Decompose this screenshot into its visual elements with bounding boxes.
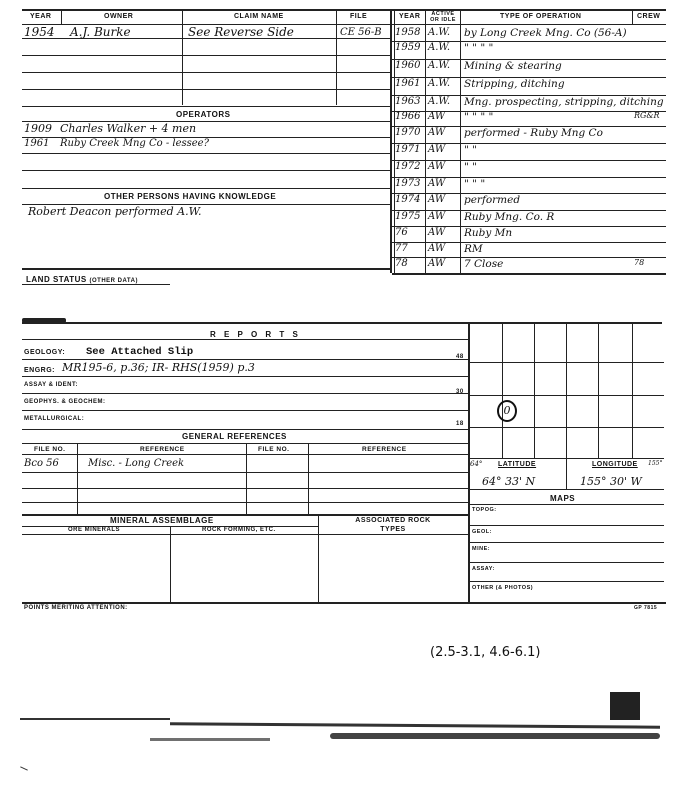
grid-line [566, 322, 567, 458]
grid-line [534, 322, 535, 458]
ref-file-no: Bco 56 [24, 458, 59, 469]
log-status: A.W. [428, 96, 451, 107]
metallurgical-label: METALLURGICAL: [24, 416, 85, 422]
log-status: AW [428, 144, 446, 155]
other-photos-label: OTHER (& PHOTOS) [472, 585, 534, 591]
longitude-value: 155° 30' W [580, 475, 642, 488]
ore-minerals-header: ORE MINERALS [68, 527, 121, 533]
ref-reference-header: REFERENCE [140, 446, 185, 453]
mine-label: MINE: [472, 546, 491, 552]
operator-year: 1909 [24, 122, 52, 135]
scale-mark: 30 [456, 389, 464, 395]
col-operation-header: TYPE OF OPERATION [500, 13, 582, 20]
land-status-label: LAND STATUS (OTHER DATA) [26, 275, 138, 284]
reports-title: R E P O R T S [210, 330, 301, 339]
scan-streak [170, 722, 660, 728]
form-number: GP 7815 [634, 605, 658, 611]
rock-forming-header: ROCK FORMING, ETC. [202, 527, 276, 533]
engrg-label: ENGRG: [24, 367, 55, 374]
latitude-label: LATITUDE [498, 461, 537, 468]
log-status: A.W. [428, 60, 451, 71]
col-file-header: FILE [350, 13, 368, 20]
ref-file-no-header: FILE NO. [34, 446, 66, 453]
knowledge-title: OTHER PERSONS HAVING KNOWLEDGE [104, 192, 277, 201]
log-year: 1966 [395, 111, 421, 122]
log-status: AW [428, 127, 446, 138]
log-year: 78 [395, 258, 408, 269]
mineral-assemblage-title: MINERAL ASSEMBLAGE [110, 516, 214, 525]
assay-label: ASSAY & IDENT: [24, 382, 79, 388]
operator-year: 1961 [24, 138, 50, 149]
log-year: 1975 [395, 211, 421, 222]
scan-speck [20, 766, 28, 770]
scan-streak [20, 718, 170, 720]
log-status: AW [428, 243, 446, 254]
lat-prefix: 64° [470, 460, 483, 468]
log-crew: RG&R [634, 111, 660, 120]
claim-owner: A.J. Burke [70, 25, 131, 39]
claim-file: CE 56-B [340, 27, 382, 38]
grid-line [468, 395, 664, 396]
log-status: A.W. [428, 42, 451, 53]
scale-mark: 48 [456, 354, 464, 360]
log-operation: " " " [464, 178, 486, 190]
engrg-value: MR195-6, p.36; IR- RHS(1959) p.3 [62, 361, 255, 374]
grid-line [598, 322, 599, 458]
general-references-title: GENERAL REFERENCES [182, 432, 287, 441]
log-year: 1971 [395, 144, 421, 155]
log-year: 1970 [395, 127, 421, 138]
grid-location-mark: 0 [497, 400, 517, 422]
scan-streak [330, 733, 660, 739]
geol-label: GEOL: [472, 529, 492, 535]
log-operation: " " [464, 161, 477, 173]
scan-streak [150, 738, 270, 741]
ref-reference: Misc. - Long Creek [88, 458, 185, 469]
points-meriting-attention-label: POINTS MERITING ATTENTION: [24, 605, 128, 611]
log-status: AW [428, 227, 446, 238]
operator-name: Ruby Creek Mng Co - lessee? [60, 138, 209, 149]
ref-reference-header: REFERENCE [362, 446, 407, 453]
log-year: 76 [395, 227, 408, 238]
log-operation: Mining & stearing [464, 60, 562, 72]
lon-suffix: 155° [648, 460, 663, 467]
log-operation: performed - Ruby Mng Co [464, 127, 603, 139]
log-operation: performed [464, 194, 521, 206]
latitude-value: 64° 33' N [482, 475, 536, 488]
log-operation: 7 Close [464, 258, 504, 270]
col-year-header: YEAR [30, 13, 52, 20]
log-status: AW [428, 194, 446, 205]
grid-line [468, 362, 664, 363]
associated-rock-types-header: ASSOCIATED ROCK TYPES [355, 517, 431, 533]
col-claim-name-header: CLAIM NAME [234, 13, 284, 20]
log-status: A.W. [428, 78, 451, 89]
log-operation: Mng. prospecting, stripping, ditching [464, 96, 664, 108]
log-operation: by Long Creek Mng. Co (56-A) [464, 27, 627, 39]
log-year: 1959 [395, 42, 421, 53]
scan-black-mark [610, 692, 640, 720]
log-operation: Stripping, ditching [464, 78, 565, 90]
knowledge-text: Robert Deacon performed A.W. [28, 205, 202, 218]
log-year: 1960 [395, 60, 421, 71]
scale-mark: 18 [456, 421, 464, 427]
col-active-idle-header: ACTIVE OR IDLE [430, 11, 456, 23]
operators-title: OPERATORS [176, 110, 231, 119]
longitude-label: LONGITUDE [592, 461, 638, 468]
log-operation: " " " " [464, 111, 494, 123]
geology-value: See Attached Slip [86, 346, 194, 358]
geology-label: GEOLOGY: [24, 349, 66, 356]
log-status: AW [428, 258, 446, 269]
log-crew: 78 [634, 258, 645, 267]
log-year: 1972 [395, 161, 421, 172]
log-year: 1958 [395, 27, 421, 38]
log-operation: " " " " [464, 42, 494, 54]
log-status: AW [428, 161, 446, 172]
log-status: AW [428, 178, 446, 189]
handwritten-note: (2.5-3.1, 4.6-6.1) [430, 645, 541, 660]
log-operation: Ruby Mng. Co. R [464, 211, 555, 223]
log-year: 1974 [395, 194, 421, 205]
claim-year: 1954 [24, 25, 55, 39]
assay-map-label: ASSAY: [472, 566, 495, 572]
grid-line [468, 427, 664, 428]
log-year: 1961 [395, 78, 421, 89]
maps-title: MAPS [550, 494, 576, 503]
col-log-year-header: YEAR [399, 13, 421, 20]
ref-file-no-header: FILE NO. [258, 446, 290, 453]
log-operation: " " [464, 144, 477, 156]
log-status: AW [428, 211, 446, 222]
log-year: 1963 [395, 96, 421, 107]
col-owner-header: OWNER [104, 13, 134, 20]
log-operation: Ruby Mn [464, 227, 513, 239]
log-status: AW [428, 111, 446, 122]
topog-label: TOPOG: [472, 507, 497, 513]
geophys-label: GEOPHYS. & GEOCHEM: [24, 399, 106, 405]
grid-line [502, 322, 503, 458]
log-year: 77 [395, 243, 408, 254]
log-status: A.W. [428, 27, 451, 38]
claim-name: See Reverse Side [188, 25, 294, 39]
log-year: 1973 [395, 178, 421, 189]
grid-line [632, 322, 633, 458]
log-operation: RM [464, 243, 483, 255]
col-crew-header: CREW [637, 13, 661, 20]
operator-name: Charles Walker + 4 men [60, 122, 197, 135]
